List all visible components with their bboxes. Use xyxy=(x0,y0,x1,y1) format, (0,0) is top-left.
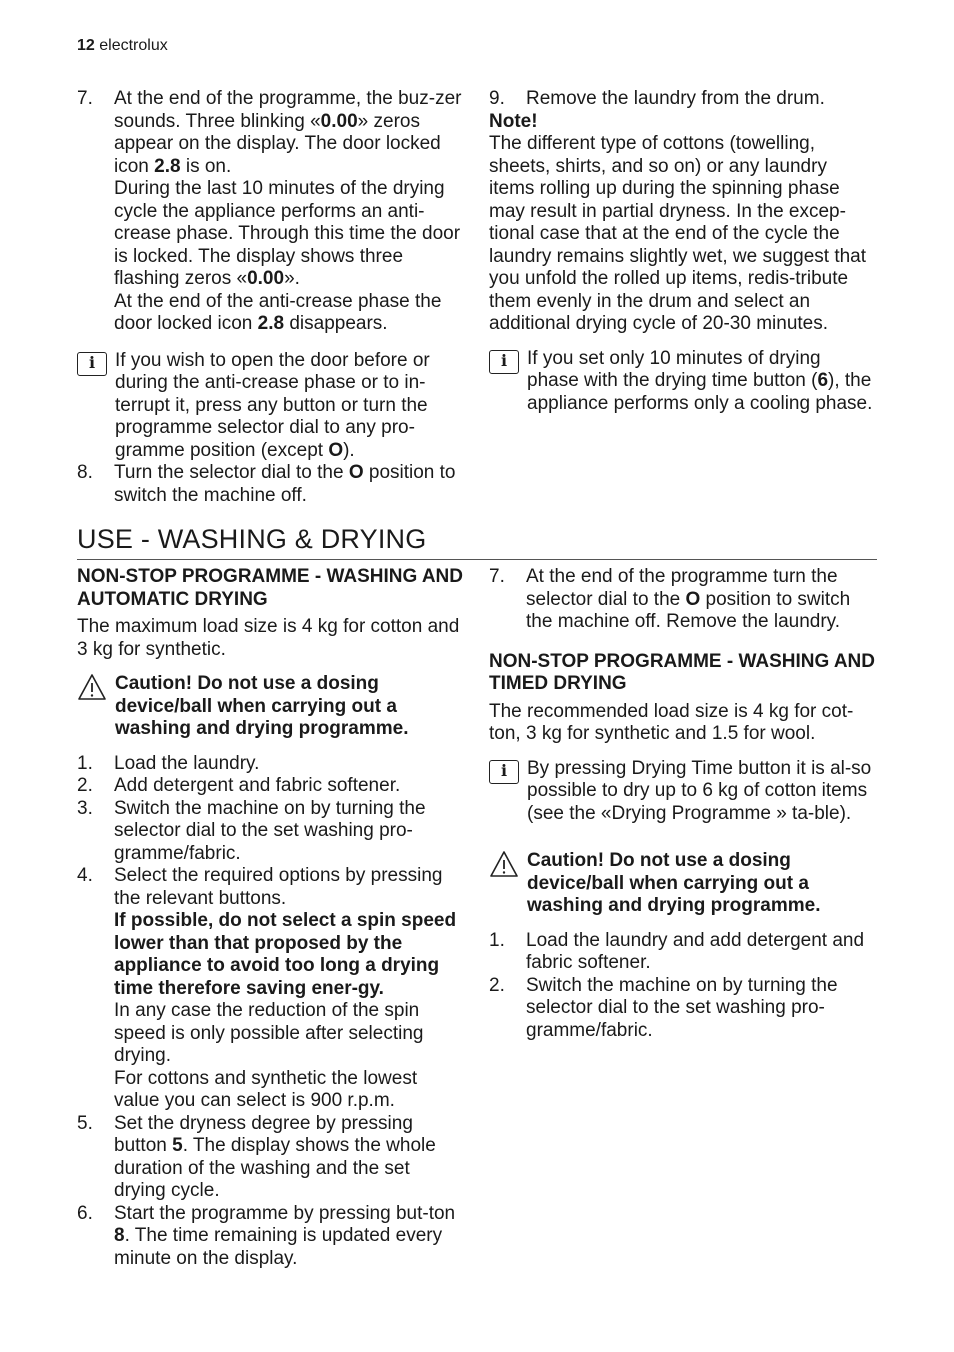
info-note xyxy=(77,350,465,463)
step-text: Remove the laundry from the drum. xyxy=(526,88,825,109)
caution-note xyxy=(77,673,465,741)
step-item: 7. At the end of the programme turn the selector dial to the O position to switch the machine off. Remove the laundry. xyxy=(489,566,877,634)
step-item: 1. Load the laundry. xyxy=(77,753,465,776)
caution-text: Caution! Do not use a dosing device/ball when carrying out a washing and drying programme. xyxy=(115,673,409,739)
intro-text: The maximum load size is 4 kg for cotton and 3 kg for synthetic. xyxy=(77,616,460,660)
step-text: At the end of the programme turn the selector dial to the O position to switch the machine off. Remove the laundry. xyxy=(526,566,851,632)
note-title: Note! xyxy=(489,110,538,132)
note-text: The different type of cottons (towelling, sheets, shirts, and so on) or any laundry items rolling up during the spinning phase may result in partial dryness. In the excep-tional case that at the end of the cycle the laundry remains slightly wet, we suggest that you unfold the rolled up items, redis-tribute them evenly in the drum and select an additional drying cycle of 20-30 minutes. xyxy=(489,133,867,334)
step-item: 5. Set the dryness degree by pressing button 5. The display shows the whole duration of the washing and the set drying cycle. xyxy=(77,1113,465,1203)
brand-name: electrolux xyxy=(99,37,168,54)
step-item: 6. Start the programme by pressing but-ton 8. The time remaining is updated every minute on the display. xyxy=(77,1203,465,1271)
info-icon: i xyxy=(77,352,107,376)
page-number: 12 xyxy=(77,37,95,54)
step-text: For cottons and synthetic the lowest value you can select is 900 r.p.m. xyxy=(114,1067,418,1111)
step-text: Turn the selector dial to the O position to switch the machine off. xyxy=(114,462,456,506)
page-header xyxy=(77,37,168,55)
step-text: Set the dryness degree by pressing button 5. The display shows the whole duration of the washing and the set drying cycle. xyxy=(114,1112,436,1201)
step-text: Start the programme by pressing but-ton 8. The time remaining is updated every minute on the display. xyxy=(114,1202,456,1269)
info-icon: i xyxy=(489,760,519,784)
step-item: 2. Switch the machine on by turning the selector dial to the set washing pro-gramme/fabric. xyxy=(489,975,877,1043)
lower-right-column xyxy=(489,566,877,1042)
step-item xyxy=(489,88,877,111)
step-number: 9. xyxy=(489,88,505,109)
step-text: Load the laundry. xyxy=(114,752,260,774)
step-text: Add detergent and fabric softener. xyxy=(114,775,401,796)
step-item: 3. Switch the machine on by turning the selector dial to the set washing pro-gramme/fabric. xyxy=(77,798,465,866)
step-item: 2. Add detergent and fabric softener. xyxy=(77,775,465,798)
section-heading: NON-STOP PROGRAMME - WASHING AND TIMED DRYING xyxy=(489,650,875,694)
top-right-column xyxy=(489,88,877,415)
step-text: At the end of the anti-crease phase the door locked icon 2.8 disappears. xyxy=(114,290,442,334)
lower-left-column xyxy=(77,566,465,1270)
warning-triangle-icon xyxy=(77,673,107,701)
step-text: During the last 10 minutes of the drying cycle the appliance performs an anti-crease phase. Through this time the door is locked. The display shows three flashing zeros «0.00». xyxy=(114,178,461,289)
info-text: If you set only 10 minutes of drying phase with the drying time button (6), the appliance performs only a cooling phase. xyxy=(527,347,873,414)
section-divider xyxy=(77,559,877,560)
intro-text: The recommended load size is 4 kg for cot-ton, 3 kg for synthetic and 1.5 for wool. xyxy=(489,700,854,744)
info-text: If you wish to open the door before or during the anti-crease phase or to in-terrupt it, press any button or turn the programme selector dial to any pro-gramme position (except O). xyxy=(115,349,430,461)
step-text: Switch the machine on by turning the selector dial to the set washing pro-gramme/fabric. xyxy=(114,797,426,864)
section-title: USE - WASHING & DRYING xyxy=(77,524,427,554)
top-left-column xyxy=(77,88,465,507)
step-text: Load the laundry and add detergent and fabric softener. xyxy=(526,929,865,973)
step-number: 7. xyxy=(77,88,93,109)
step-item: 1. Load the laundry and add detergent and fabric softener. xyxy=(489,930,877,975)
step-item xyxy=(77,88,465,336)
step-warning-text: If possible, do not select a spin speed lower than that proposed by the appliance to avoid too long a drying time therefore saving ener-gy. xyxy=(114,910,457,999)
caution-text: Caution! Do not use a dosing device/ball when carrying out a washing and drying programme. xyxy=(527,850,821,916)
info-text: By pressing Drying Time button it is al-so possible to dry up to 6 kg of cotton items (see the «Drying Programme » ta-ble). xyxy=(527,757,872,824)
step-number: 8. xyxy=(77,462,93,483)
warning-triangle-icon xyxy=(489,850,519,878)
info-note xyxy=(489,348,877,416)
info-icon: i xyxy=(489,350,519,374)
section-heading: NON-STOP PROGRAMME - WASHING AND AUTOMATIC DRYING xyxy=(77,566,463,610)
info-note xyxy=(489,758,877,826)
step-item: 4. Select the required options by pressing the relevant buttons. If possible, do not select a spin speed lower than that proposed by the appliance to avoid too long a drying time therefore saving ener-gy. In any case the reduction of the spin speed is only possible after selecting drying. For cottons and synthetic the lowest value you can select is 900 r.p.m. xyxy=(77,865,465,1113)
step-text: Switch the machine on by turning the selector dial to the set washing pro-gramme/fabric. xyxy=(526,974,838,1041)
step-text: At the end of the programme, the buz-zer sounds. Three blinking «0.00» zeros appear on the display. The door locked icon 2.8 is on. xyxy=(114,88,462,177)
step-item xyxy=(77,462,465,507)
step-text: Select the required options by pressing the relevant buttons. xyxy=(114,865,443,909)
caution-note xyxy=(489,850,877,918)
step-text: In any case the reduction of the spin speed is only possible after selecting drying. xyxy=(114,1000,424,1066)
